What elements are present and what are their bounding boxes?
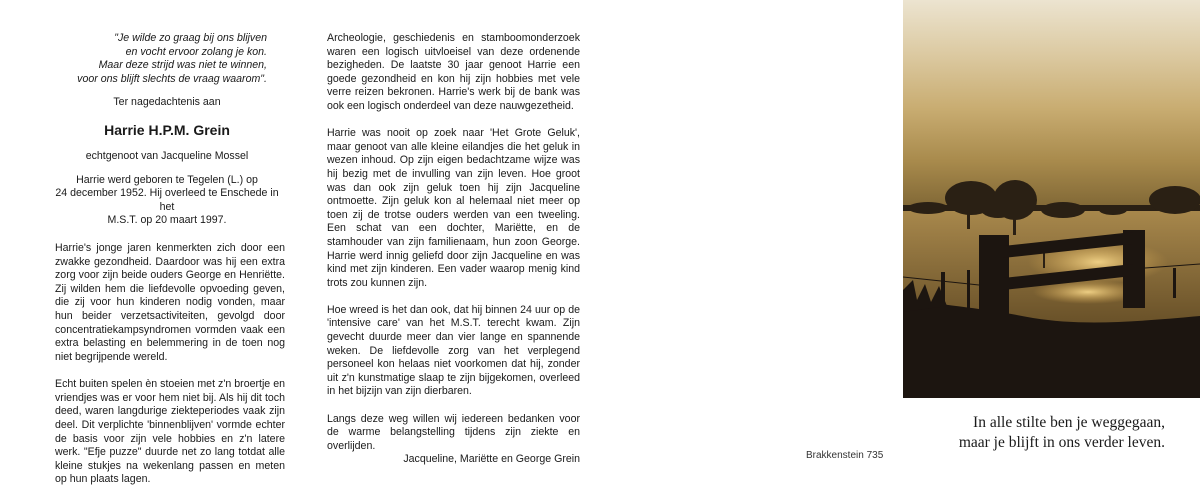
poem-line: Maar deze strijd was niet te winnen, (98, 59, 267, 72)
biography-paragraph: Harrie's jonge jaren kenmerkten zich door een zwakke gezondheid. Daardoor was hij een extra zorg voor zijn beide ouders George en Henriëtte. Zij wilden hem die liefdevolle opvoeding geven, die zij voor hun kinderen nodig vonden, maar hun beider verzetsactiviteiten, gevolgd door concentratiekampsyndromen vormden vaak een extra belasting en belemmering in de toen nog niet begrijpende wereld. (55, 241, 285, 363)
printer-mark: Brakkenstein 735 (806, 450, 884, 461)
middle-column (327, 32, 580, 467)
birth-line: M.S.T. op 20 maart 1997. (107, 214, 227, 227)
memory-line: Ter nagedachtenis aan (113, 96, 221, 109)
deceased-name: Harrie H.P.M. Grein (104, 121, 230, 138)
left-column (55, 32, 285, 487)
spouse-line: echtgenoot van Jacqueline Mossel (85, 149, 249, 162)
biography-paragraph: Echt buiten spelen èn stoeien met z'n broertje en vriendjes was er voor hem niet bij. Als hij dit toch deed, waren langdurige ziekteperiodes vaak zijn deel. Dit verplichte 'binnenblijven' vormde echter de basis voor zijn vele hobbies en z'n latere werk. "Efje puzze" duurde net zo lang totdat alle kleine stukjes na wekenlang passen en meten op hun plaats lagen. (55, 378, 285, 486)
family-signature: Jacqueline, Mariëtte en George Grein (403, 453, 580, 466)
poem-line: voor ons blijft slechts de vraag waarom". (77, 72, 267, 85)
biography-paragraph: Hoe wreed is het dan ook, dat hij binnen 24 uur op de 'intensive care' van het M.S.T. terecht kwam. Zijn gevecht duurde meer dan vier lange en spannende weken. De liefdevolle zorg van het verplegend personeel kon helaas niet voorkomen dat hij, zonder uit z'n kunstmatige slaap te zijn bijgekomen, overleed in het bijzijn van zijn dierbaren. (327, 303, 580, 398)
biography-paragraph: Harrie was nooit op zoek naar 'Het Grote Geluk', maar genoot van alle kleine eilandjes die het geluk in wezen inhoud. Op zijn eigen bedachtzame wijze was hij bezig met de invulling van zijn leven. Hoe groot was dan ook zijn geluk toen hij zijn Jacqueline ontmoette. Zijn geluk kon al helemaal niet meer op toen zij de trotse ouders werden van een tweeling. Een schat van een dochter, Mariëtte, en de stamhouder van zijn familienaam, hun zoon George. Harrie werd innig geliefd door zijn Jacqueline en was kind met zijn kinderen. Een vader waarop menig kind trots zou kunnen zijn. (327, 127, 580, 289)
poem-line: en vocht ervoor zolang je kon. (125, 45, 267, 58)
landscape-illustration (903, 0, 1200, 398)
biography-paragraph: Archeologie, geschiedenis en stamboomonderzoek waren een logisch uitvloeisel van deze ordenende bezigheden. De laatste 30 jaar genoot Harrie een goede gezondheid en kon hij zijn hobbies met vele verre reizen bekronen. Harrie's werk bij de bank was ook een logisch onderdeel van deze nauwgezetheid. (327, 32, 580, 112)
memorial-verse (920, 413, 1165, 452)
birth-death-details (55, 174, 279, 228)
verse-line: maar je blijft in ons verder leven. (958, 433, 1165, 451)
birth-line: 24 december 1952. Hij overleed te Enschede in het (55, 187, 279, 213)
verse-line: In alle stilte ben je weggegaan, (973, 414, 1165, 431)
sunset-landscape-photo (903, 0, 1200, 398)
thank-you-paragraph: Langs deze weg willen wij iedereen bedanken voor de warme belangstelling tijdens zijn ziekte en overlijden. (327, 412, 580, 452)
poem-line: "Je wilde zo graag bij ons blijven (114, 32, 267, 44)
birth-line: Harrie werd geboren te Tegelen (L.) op (76, 173, 258, 186)
opening-poem (55, 32, 267, 86)
sky (903, 0, 1200, 215)
